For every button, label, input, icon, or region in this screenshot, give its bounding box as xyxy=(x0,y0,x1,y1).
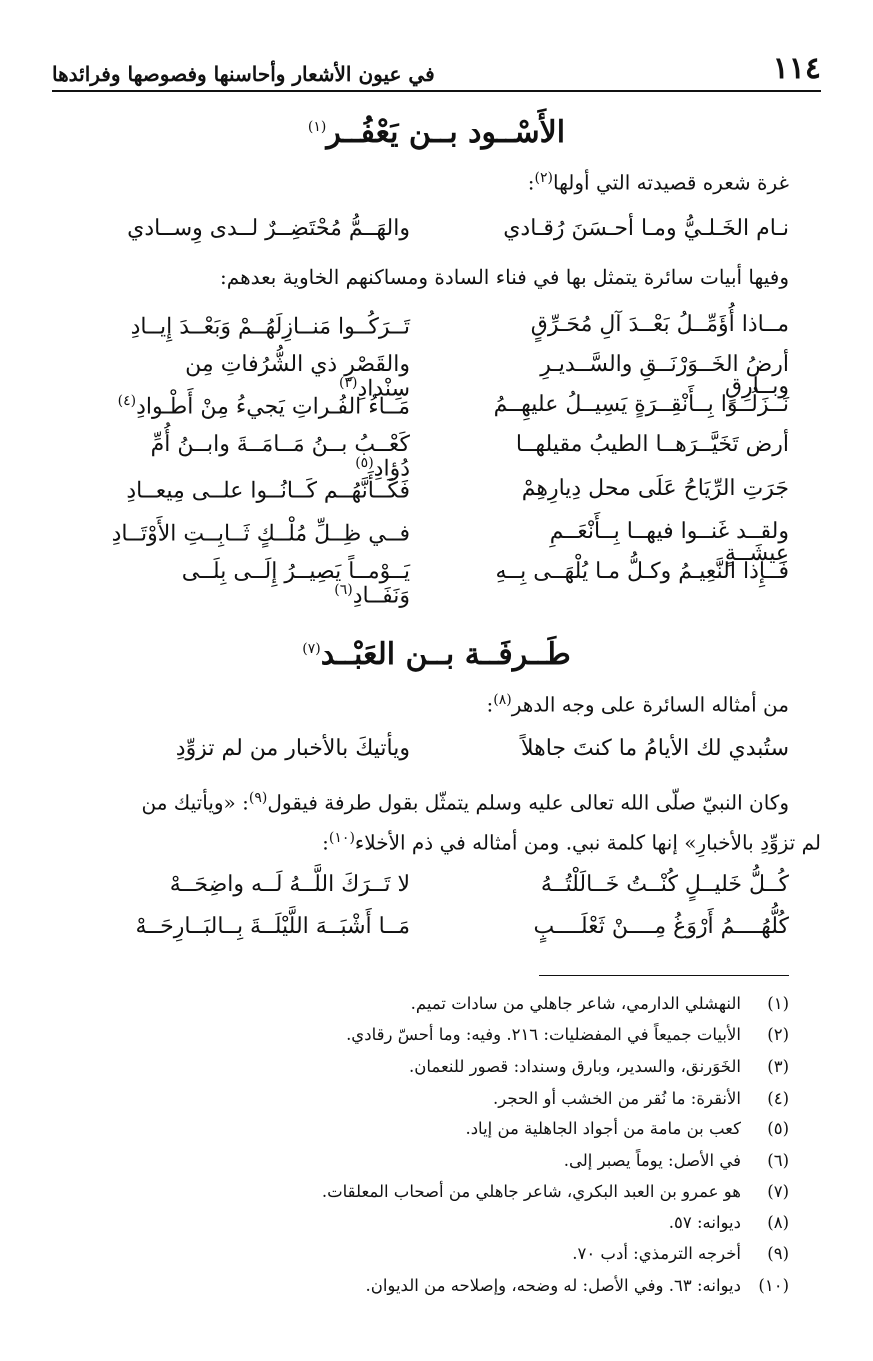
footnote-ref: (٢) xyxy=(534,170,553,186)
footnote-number: (٢) xyxy=(767,1025,789,1044)
footnote-text: ديوانه: ٦٣. وفي الأصل: له وضحه، وإصلاحه من الديوان. xyxy=(365,1276,741,1295)
prose-text: وكان النبيّ صلّى الله تعالى عليه وسلم يتمثّل بقول طرفة فيقول xyxy=(267,790,789,815)
footnote-ref: (٣) xyxy=(339,375,358,391)
verse-hemistich-first: كُــلُّ خَليــلٍ كُنْــتُ خَــالَلْتُــهُ xyxy=(540,872,789,897)
verse-text: كَعْــبُ بــنُ مَــامَــةَ وابــنُ أُمِّ دُؤادِ xyxy=(150,432,410,482)
prose-text: لم تزوِّدِ بالأخبارِ» إنها كلمة نبي. ومن أمثاله في ذم الأخلاء xyxy=(354,830,821,855)
page-header xyxy=(52,52,821,92)
footnote-ref: (٥) xyxy=(355,455,374,471)
footnote-number: (٤) xyxy=(767,1089,789,1108)
footnote xyxy=(52,996,789,1013)
footnote-number: (٣) xyxy=(767,1057,789,1076)
footnote-text: أخرجه الترمذي: أدب ٧٠. xyxy=(572,1244,741,1263)
footnote-number: (٨) xyxy=(767,1213,789,1232)
prose-line xyxy=(52,790,789,815)
footnote-text: الأبيات جميعاً في المفضليات: ٢١٦. وفيه: وما أحسّ رقادي. xyxy=(346,1025,741,1044)
verse-line xyxy=(110,434,789,480)
verse-hemistich-second: مَــا أَشْبَــهَ اللَّيْلَــةَ بِــالبَــارِحَــهْ xyxy=(135,914,410,939)
intro-colon: : xyxy=(527,170,535,195)
section-title-text: طَــرفَــة بــن العَبْــد xyxy=(320,637,571,672)
footnote-number: (٧) xyxy=(767,1182,789,1201)
verse-line xyxy=(110,314,789,338)
verse-opening xyxy=(110,218,789,240)
footnote-number: (١) xyxy=(767,994,789,1013)
footnote-number: (٥) xyxy=(767,1119,789,1138)
footnote xyxy=(52,1027,789,1044)
footnote-number: (٦) xyxy=(767,1151,789,1170)
footnote-ref: (١٠) xyxy=(328,830,355,846)
footnote xyxy=(52,1153,789,1170)
footnote-ref: (٩) xyxy=(248,790,268,806)
verse-hemistich-first: جَرَتِ الرِّيَاحُ عَلَى محل دِيارِهِمْ xyxy=(521,476,789,501)
verse-hemistich-first: أرض تَخَيَّــرَهــا الطيبُ مقيلهــا xyxy=(515,432,789,457)
section-title-aswad xyxy=(52,115,821,150)
footnote xyxy=(52,1278,789,1295)
verse-text: فَكَــأَنَّهُــم كَــانُــوا علــى مِيعــادِ xyxy=(126,478,410,504)
verse-text: يَــوْمــاً يَصِيــرُ إِلَــى بِلَــى وَنَفَــادِ xyxy=(181,559,410,609)
footnote-text: الخَوَرنق، والسدير، وبارق وسنداد: قصور للنعمان. xyxy=(409,1057,741,1076)
page-number: ١١٤ xyxy=(772,51,821,86)
prose-text: : xyxy=(322,830,329,855)
verse-hemistich-first: ستُبدي لك الأيامُ ما كنتَ جاهلاً xyxy=(520,736,789,761)
verse-hemistich-second xyxy=(110,434,410,480)
verse-line xyxy=(110,874,789,896)
footnote-text: كعب بن مامة من أجواد الجاهلية من إياد. xyxy=(465,1119,741,1138)
footnote-ref: (٨) xyxy=(493,692,512,708)
intro-text xyxy=(52,692,789,717)
intro-text-main: غرة شعره قصيدته التي أولها xyxy=(552,170,789,195)
verse-hemistich-first: نـام الخَـلـيُّ ومـا أحـسَنَ رُقـادي xyxy=(503,216,789,241)
footnote-text: ديوانه: ٥٧. xyxy=(668,1213,741,1232)
transition-text: وفيها أبيات سائرة يتمثل بها في فناء السادة ومساكنهم الخاوية بعدهم: xyxy=(220,265,789,289)
verse-line xyxy=(110,394,789,418)
footnote xyxy=(52,1215,789,1232)
running-title: في عيون الأشعار وأحاسنها وفصوصها وفرائدها xyxy=(52,62,435,86)
footnote xyxy=(52,1059,789,1076)
intro-colon: : xyxy=(486,692,494,717)
verse-hemistich-second: لا تَــرَكَ اللَّــهُ لَــه واضِحَــهْ xyxy=(169,872,410,897)
verse-line xyxy=(110,916,789,938)
footnote-ref: (٦) xyxy=(334,582,353,598)
verse-text: فــي ظِــلِّ مُلْــكٍ ثَــابِــتِ الأَوْتَــادِ xyxy=(111,521,410,547)
verse-hemistich-second xyxy=(110,314,410,338)
footnote-text: الأنقرة: ما نُقر من الخشب أو الحجر. xyxy=(492,1089,741,1108)
footnote-ref: (٤) xyxy=(117,393,137,409)
verse-hemistich-first: أرضُ الخَــوَرْنَــقِ والسَّــديـرِ وبــارِقٍ xyxy=(540,352,789,399)
footnote xyxy=(52,1121,789,1138)
verse-opening xyxy=(110,738,789,760)
verse-hemistich-second xyxy=(110,478,410,502)
verse-hemistich-first: كُلُّهُــــمُ أَرْوَغُ مِــــنْ ثَعْلَــــبٍ xyxy=(533,914,789,939)
prose-line xyxy=(52,830,821,855)
footnote xyxy=(52,1184,789,1201)
verse-text: مَــاءُ الفُـراتِ يَجيءُ مِنْ أَطْـوادِ xyxy=(136,394,410,420)
verse-text: تَــرَكُــوا مَنــازِلَهُــمْ وَبَعْــدَ إِيــادِ xyxy=(130,314,410,340)
verse-hemistich-first: مــاذا أُؤَمِّــلُ بَعْــدَ آلِ مُحَـرِّقٍ xyxy=(530,312,789,337)
verse-line xyxy=(110,478,789,502)
verse-text: والقَصْرِ ذي الشُّرُفاتِ مِن سِنْدادِ xyxy=(185,352,410,402)
section-title-text: الأَسْــود بــن يَعْفُــر xyxy=(326,115,566,150)
footnote-number: (١٠) xyxy=(758,1276,789,1295)
verse-hemistich-first: فَــإِذا النَّعِيـمُ وكـلُّ مـا يُلْهَــى بِــهِ xyxy=(495,559,789,584)
verse-hemistich-first: نَــزَلُــوا بِــأَنْقِــرَةٍ يَسِيــلُ عليهِــمُ xyxy=(493,392,789,417)
verse-hemistich-second xyxy=(110,394,410,418)
footnote-divider xyxy=(539,975,789,976)
footnote-text: النهشلي الدارمي، شاعر جاهلي من سادات تميم. xyxy=(410,994,741,1013)
verse-hemistich-second: والهَــمُّ مُحْتَضِــرٌ لــدى وِســادي xyxy=(127,216,410,241)
section-title-tarafa xyxy=(52,637,821,672)
footnote xyxy=(52,1091,789,1108)
footnote-ref: (١) xyxy=(307,119,327,135)
intro-text xyxy=(52,170,789,195)
verse-hemistich-second: ويأتيكَ بالأخبار من لم تزوِّدِ xyxy=(175,736,410,761)
footnote xyxy=(52,1246,789,1263)
verse-line xyxy=(110,561,789,607)
footnote-ref: (٧) xyxy=(302,641,321,657)
intro-text-main: من أمثاله السائرة على وجه الدهر xyxy=(511,692,789,717)
footnote-text: هو عمرو بن العبد البكري، شاعر جاهلي من أصحاب المعلقات. xyxy=(321,1182,741,1201)
verse-hemistich-second xyxy=(110,561,410,607)
prose-text: : «ويأتيك من xyxy=(141,790,249,815)
footnote-text: في الأصل: يوماً يصبر إلى. xyxy=(563,1151,741,1170)
footnote-number: (٩) xyxy=(767,1244,789,1263)
verse-hemistich-first: ولقــد غَنــوا فيهــا بِــأَنْعَــمِ عِيشَــةٍ xyxy=(549,519,789,566)
